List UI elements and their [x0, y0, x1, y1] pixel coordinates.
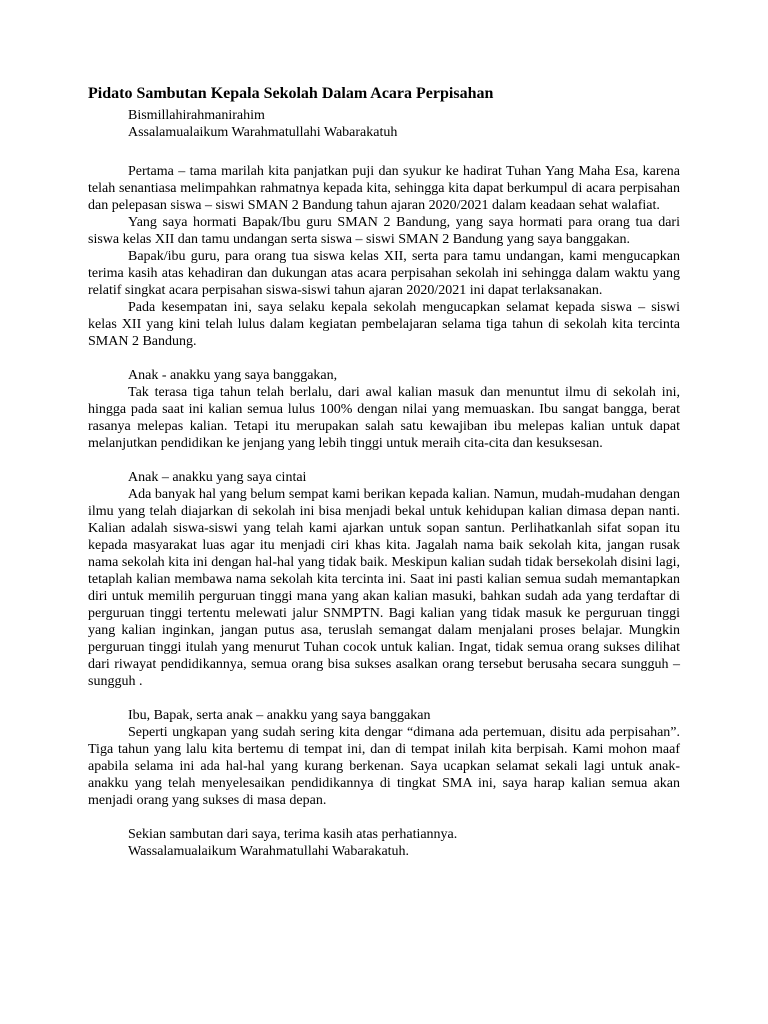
paragraph-opening-2: Yang saya hormati Bapak/Ibu guru SMAN 2 Bandung, yang saya hormati para orang tua dari siswa kelas XII dan tamu undangan serta siswa – siswi SMAN 2 Bandung yang saya banggakan. [88, 215, 680, 247]
document-title: Pidato Sambutan Kepala Sekolah Dalam Acara Perpisahan [88, 85, 494, 102]
salutation-line-bismillah: Bismillahirahmanirahim [128, 108, 265, 123]
paragraph-opening-4: Pada kesempatan ini, saya selaku kepala sekolah mengucapkan selamat kepada siswa – siswi kelas XII yang kini telah lulus dalam kegiatan pembelajaran selama tiga tahun di sekolah kita tercinta SMAN 2 Bandung. [88, 300, 680, 349]
salutation-line-assalamualaikum: Assalamualaikum Warahmatullahi Wabarakatuh [128, 125, 398, 140]
paragraph-anak-banggakan: Tak terasa tiga tahun telah berlalu, dari awal kalian masuk dan menuntut ilmu di sekolah ini, hingga pada saat ini kalian semua lulus 100% dengan nilai yang memuaskan. Ibu sangat bangga, berat rasanya melepas kalian. Tetapi itu merupakan salah satu kewajiban ibu melepas kalian untuk dapat melanjutkan pendidikan ke jenjang yang lebih tinggi untuk meraih cita-cita dan kesuksesan. [88, 385, 680, 451]
paragraph-anak-cintai: Ada banyak hal yang belum sempat kami berikan kepada kalian. Namun, mudah-mudahan dengan ilmu yang telah diajarkan di sekolah ini bisa menjadi bekal untuk kehidupan kalian dimasa depan nanti. Kalian adalah siswa-siswi yang telah kami ajarkan untuk sopan santun. Perlihatkanlah sifat sopan itu kepada masyarakat luas agar itu menjadi ciri khas kita. Jagalah nama baik sekolah kita, jangan rusak nama sekolah kita ini dengan hal-hal yang tidak baik. Meskipun kalian sudah tidak bersekolah disini lagi, tetaplah kalian membawa nama sekolah kita tercinta ini. Saat ini pasti kalian semua sudah memantapkan diri untuk memilih perguruan tinggi mana yang akan kalian masuki, bahkan sudah ada yang terdaftar di perguruan tinggi tertentu melewati jalur SNMPTN. Bagi kalian yang tidak masuk ke perguruan tinggi yang kalian inginkan, jangan putus asa, teruslah semangat dalam menjalani proses belajar. Mungkin perguruan tinggi itulah yang menurut Tuhan cocok untuk kalian. Ingat, tidak semua orang sukses dilihat dari riwayat pendidikannya, semua orang bisa sukses asalkan orang tersebut berusaha secara sungguh – sungguh . [88, 487, 680, 689]
closing [88, 826, 680, 860]
section-ibu-bapak [88, 707, 680, 809]
closing-line-wassalamualaikum: Wassalamualaikum Warahmatullahi Wabarakatuh. [128, 844, 410, 859]
closing-line-sekian: Sekian sambutan dari saya, terima kasih atas perhatiannya. [128, 827, 458, 842]
section-anak-banggakan [88, 367, 680, 452]
section-anak-cintai [88, 469, 680, 690]
section-opening [88, 163, 680, 350]
paragraph-opening-1: Pertama – tama marilah kita panjatkan puji dan syukur ke hadirat Tuhan Yang Maha Esa, karena telah senantiasa melimpahkan rahmatnya kepada kita, sehingga kita dapat berkumpul di acara perpisahan dan pelepasan siswa – siswi SMAN 2 Bandung tahun ajaran 2020/2021 dalam keadaan sehat walafiat. [88, 164, 680, 213]
paragraph-ibu-bapak: Seperti ungkapan yang sudah sering kita dengar “dimana ada pertemuan, disitu ada perpisahan”. Tiga tahun yang lalu kita bertemu di tempat ini, dan di tempat inilah kita berpisah. Kami mohon maaf apabila selama ini ada hal-hal yang kurang berkenan. Saya ucapkan selamat sekali lagi untuk anak-anakku yang telah menyelesaikan pendidikannya di tingkat SMA ini, saya harap kalian semua akan menjadi orang yang sukses di masa depan. [88, 725, 680, 808]
section-heading-ibu-bapak: Ibu, Bapak, serta anak – anakku yang saya banggakan [128, 708, 431, 723]
section-heading-anak-banggakan: Anak - anakku yang saya banggakan, [128, 368, 338, 383]
paragraph-opening-3: Bapak/ibu guru, para orang tua siswa kelas XII, serta para tamu undangan, kami mengucapkan terima kasih atas kehadiran dan dukungan atas acara perpisahan sekolah ini sehingga dalam waktu yang relatif singkat acara perpisahan siswa-siswi tahun ajaran 2020/2021 ini dapat terlaksanakan. [88, 249, 680, 298]
section-heading-anak-cintai: Anak – anakku yang saya cintai [128, 470, 307, 485]
